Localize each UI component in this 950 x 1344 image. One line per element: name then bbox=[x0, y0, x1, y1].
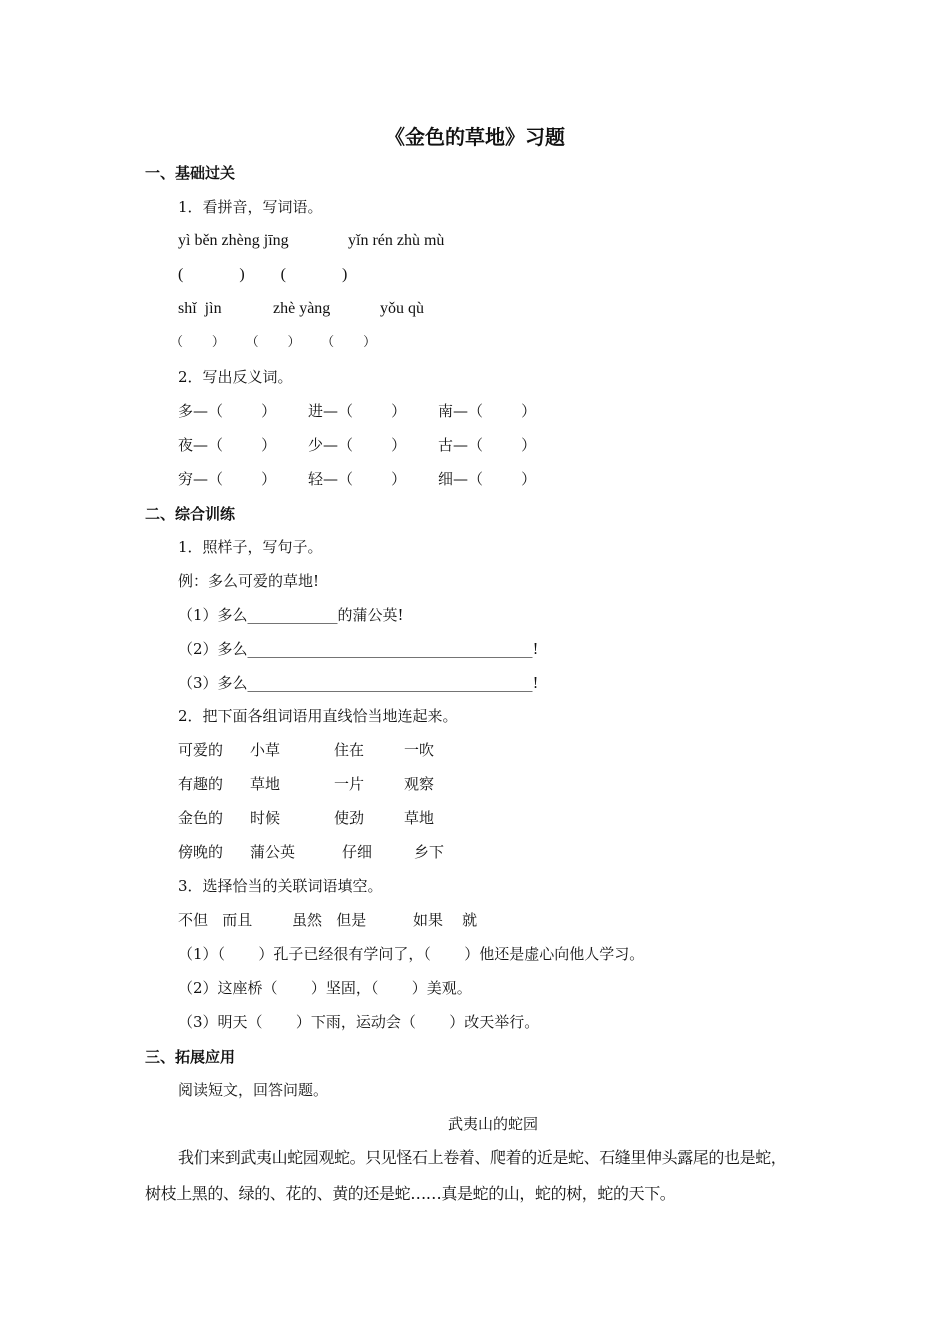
match-word: 有趣的 bbox=[178, 775, 224, 793]
antonym-item: 少—（ ） bbox=[308, 436, 407, 454]
s2-q2-prompt: 2．把下面各组词语用直线恰当地连起来。 bbox=[178, 707, 458, 725]
pinyin-zheyang: zhè yàng bbox=[273, 300, 331, 317]
match-word: 住在 bbox=[334, 741, 365, 759]
passage-line-2: 树枝上黑的、绿的、花的、黄的还是蛇……真是蛇的山，蛇的树，蛇的天下。 bbox=[145, 1184, 676, 1203]
s3-prompt: 阅读短文，回答问题。 bbox=[178, 1081, 329, 1099]
answer-blanks-row1: ( ) ( ) bbox=[178, 266, 348, 283]
s1-q1-prompt: 1．看拼音，写词语。 bbox=[178, 198, 323, 216]
pinyin-yibenzhengjing: yì běn zhèng jīng bbox=[178, 232, 289, 249]
match-word: 仔细 bbox=[342, 843, 373, 861]
match-word: 观察 bbox=[404, 775, 435, 793]
match-word: 金色的 bbox=[178, 809, 224, 827]
s2-q3-item-2: （2）这座桥（ ）坚固，（ ）美观。 bbox=[178, 979, 472, 997]
s2-q3-prompt: 3．选择恰当的关联词语填空。 bbox=[178, 877, 383, 895]
match-word: 傍晚的 bbox=[178, 843, 224, 861]
antonym-item: 古—（ ） bbox=[438, 436, 537, 454]
s2-q1-prompt: 1．照样子，写句子。 bbox=[178, 538, 323, 556]
passage-title: 武夷山的蛇园 bbox=[447, 1115, 538, 1133]
pinyin-youqu: yǒu qù bbox=[380, 300, 424, 317]
conjunction-option: 不但 而且 bbox=[178, 911, 253, 929]
conjunction-option: 如果 就 bbox=[413, 911, 478, 929]
s2-q1-item-2: （2）多么______________________________________! bbox=[178, 640, 539, 658]
antonym-item: 进—（ ） bbox=[308, 402, 407, 420]
match-word: 小草 bbox=[250, 741, 281, 759]
section-2-heading: 二、综合训练 bbox=[145, 505, 236, 523]
match-word: 草地 bbox=[250, 775, 281, 793]
s1-q2-prompt: 2．写出反义词。 bbox=[178, 368, 293, 386]
match-word: 使劲 bbox=[334, 809, 365, 827]
pinyin-shijin: shǐ jìn bbox=[178, 300, 222, 317]
match-word: 一吹 bbox=[404, 741, 435, 759]
s2-q1-item-1: （1）多么____________的蒲公英! bbox=[178, 606, 404, 624]
match-word: 乡下 bbox=[414, 843, 445, 861]
antonym-item: 多—（ ） bbox=[178, 402, 277, 420]
match-word: 可爱的 bbox=[178, 741, 224, 759]
s2-q3-item-3: （3）明天（ ）下雨，运动会（ ）改天举行。 bbox=[178, 1013, 540, 1031]
match-word: 草地 bbox=[404, 809, 435, 827]
s2-q3-item-1: （1）（ ）孔子已经很有学问了，（ ）他还是虚心向他人学习。 bbox=[178, 945, 645, 963]
match-word: 时候 bbox=[250, 809, 281, 827]
section-3-heading: 三、拓展应用 bbox=[145, 1048, 236, 1066]
page-title: 《金色的草地》习题 bbox=[385, 125, 565, 149]
antonym-item: 轻—（ ） bbox=[308, 470, 407, 488]
antonym-item: 南—（ ） bbox=[438, 402, 537, 420]
antonym-item: 细—（ ） bbox=[438, 470, 537, 488]
s2-q1-example: 例：多么可爱的草地! bbox=[178, 572, 320, 590]
s2-q1-item-3: （3）多么______________________________________! bbox=[178, 674, 539, 692]
answer-blanks-row2: （ ） （ ） （ ） bbox=[170, 335, 377, 350]
conjunction-option: 虽然 但是 bbox=[292, 911, 367, 929]
passage-line-1: 我们来到武夷山蛇园观蛇。只见怪石上卷着、爬着的近是蛇、石缝里伸头露尾的也是蛇， bbox=[178, 1148, 787, 1167]
section-1-heading: 一、基础过关 bbox=[145, 164, 236, 182]
match-word: 蒲公英 bbox=[250, 843, 296, 861]
antonym-item: 穷—（ ） bbox=[178, 470, 277, 488]
pinyin-yinrenzhumu: yǐn rén zhù mù bbox=[348, 232, 445, 249]
match-word: 一片 bbox=[334, 775, 365, 793]
antonym-item: 夜—（ ） bbox=[178, 436, 277, 454]
